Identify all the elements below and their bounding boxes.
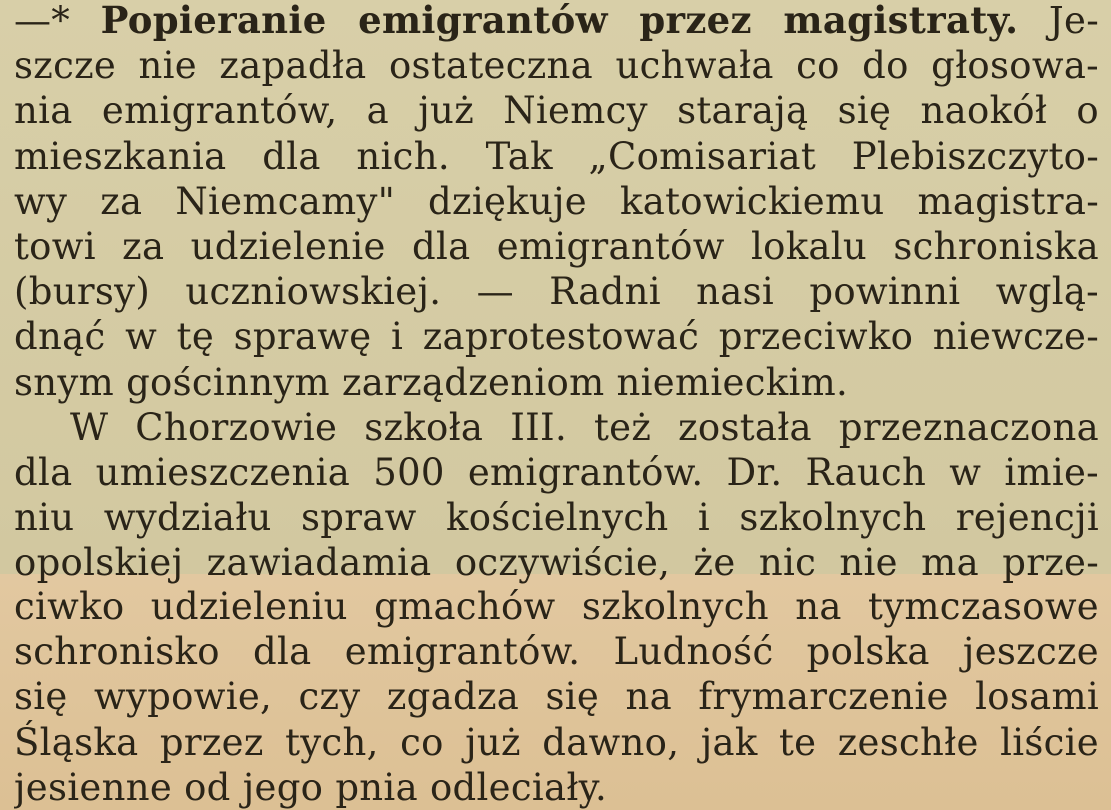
paragraph1-line: snym gościnnym zarządzeniom niemieckim. <box>14 360 849 404</box>
article-headline: Popieranie emigrantów przez magistraty. <box>100 0 1019 42</box>
paragraph1-line: Je- <box>1018 0 1099 42</box>
paragraph2-line: jesienne od jego pnia odleciały. <box>14 765 608 809</box>
headline-dash: —* <box>14 0 101 42</box>
paragraph2-line: dla umieszczenia 500 emigrantów. Dr. Rauch w imie- <box>14 451 1099 495</box>
headline-line <box>14 0 1099 43</box>
paragraph1-line: szcze nie zapadła ostateczna uchwała co do głosowa- <box>14 44 1099 88</box>
paragraph1-line: mieszkania dla nich. Tak „Comisariat Plebiszczyto- <box>14 134 1099 178</box>
paragraph2-line: W Chorzowie szkoła III. też została przeznaczona <box>70 405 1099 449</box>
paragraph2-line: niu wydziału spraw kościelnych i szkolnych rejencji <box>14 496 1099 540</box>
paragraph2-line: opolskiej zawiadamia oczywiście, że nic nie ma prze- <box>14 541 1099 585</box>
article-column-upper <box>14 0 1099 586</box>
paragraph1-line: nia emigrantów, a już Niemcy starają się naokół o <box>14 89 1099 133</box>
article-column-lower <box>14 584 1099 810</box>
paragraph2-line: schronisko dla emigrantów. Ludność polska jeszcze <box>14 630 1099 674</box>
paragraph2-line: się wypowie, czy zgadza się na frymarczenie losami <box>14 675 1099 719</box>
paragraph1-line: dnąć w tę sprawę i zaprotestować przeciwko niewcze- <box>14 315 1099 359</box>
paragraph2-line: Śląska przez tych, co już dawno, jak te zeschłe liście <box>14 720 1099 764</box>
paragraph1-line: wy za Niemcamy" dziękuje katowickiemu magistra- <box>14 179 1099 223</box>
paragraph1-line: (bursy) uczniowskiej. — Radni nasi powinni wglą- <box>14 270 1099 314</box>
paragraph2-line: ciwko udzieleniu gmachów szkolnych na tymczasowe <box>14 585 1099 628</box>
paragraph1-line: towi za udzielenie dla emigrantów lokalu schroniska <box>14 225 1099 269</box>
